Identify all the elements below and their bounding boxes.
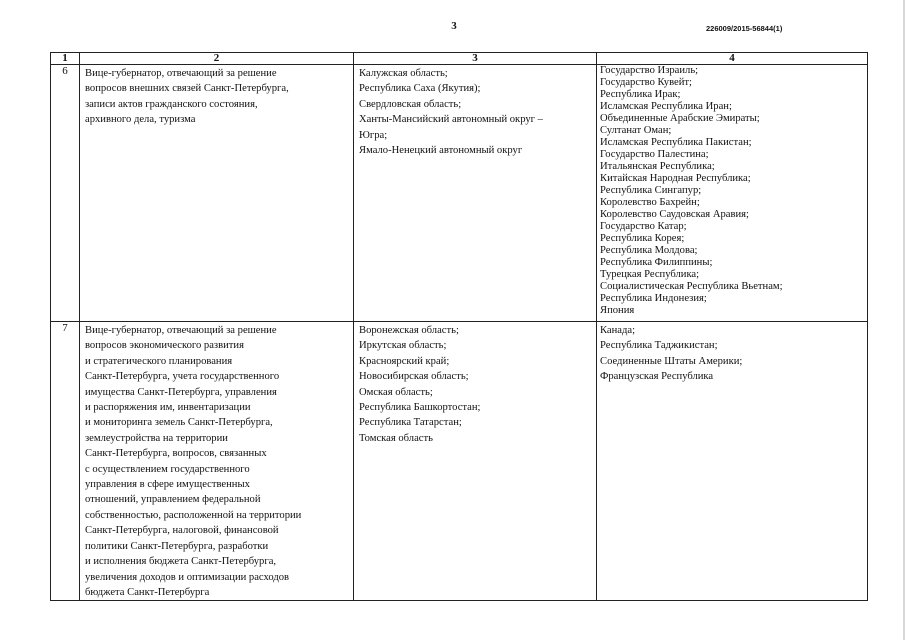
country-line: Китайская Народная Республика; <box>600 173 751 184</box>
official-line: и стратегического планирования <box>85 355 233 367</box>
official-line: бюджета Санкт-Петербурга <box>85 586 210 598</box>
countries-cell <box>597 322 868 601</box>
official-line: и мониторинга земель Санкт-Петербурга, <box>85 417 273 429</box>
region-line: Иркутская область; <box>359 340 447 352</box>
region-line: Республика Татарстан; <box>359 417 462 429</box>
country-line: Итальянская Республика; <box>600 161 715 172</box>
official-line: землеустройства на территории <box>85 432 228 444</box>
official-line: Вице-губернатор, отвечающий за решение <box>85 68 277 79</box>
region-line: Омская область; <box>359 386 433 398</box>
official-line: и исполнения бюджета Санкт-Петербурга, <box>85 556 277 568</box>
country-line: Япония <box>600 305 635 316</box>
country-line: Республика Молдова; <box>600 245 698 256</box>
regions-cell <box>354 322 597 601</box>
official-line: вопросов внешних связей Санкт-Петербурга, <box>85 83 289 95</box>
country-line: Французская Республика <box>600 371 714 383</box>
official-line: увеличения доходов и оптимизации расходов <box>85 571 290 583</box>
official-line: архивного дела, туризма <box>85 114 196 126</box>
official-cell <box>80 322 354 601</box>
official-line: управления в сфере имущественных <box>85 479 250 491</box>
region-line: Воронежская область; <box>359 325 459 336</box>
region-line: Свердловская область; <box>359 98 462 110</box>
row-number: 7 <box>51 322 80 601</box>
country-line: Исламская Республика Иран; <box>600 101 732 112</box>
column-header-2: 2 <box>80 53 354 65</box>
region-line: Ямало-Ненецкий автономный округ <box>359 145 523 157</box>
country-line: Турецкая Республика; <box>600 269 700 280</box>
table-row <box>51 322 868 601</box>
country-line: Султанат Оман; <box>600 125 672 136</box>
country-line: Социалистическая Республика Вьетнам; <box>600 281 783 292</box>
page-number: 3 <box>451 20 457 32</box>
region-line: Ханты-Мансийский автономный округ – <box>359 114 543 126</box>
country-line: Республика Корея; <box>600 233 685 244</box>
country-line: Государство Катар; <box>600 221 687 232</box>
region-line: Республика Башкортостан; <box>359 402 481 414</box>
official-line: Санкт-Петербурга, вопросов, связанных <box>85 448 267 460</box>
official-line: имущества Санкт-Петербурга, управления <box>85 386 277 398</box>
table-header-row <box>51 53 868 65</box>
country-line: Государство Палестина; <box>600 149 709 160</box>
row-number: 6 <box>51 65 80 322</box>
region-line: Республика Саха (Якутия); <box>359 83 481 95</box>
countries-cell <box>597 65 868 322</box>
country-line: Королевство Бахрейн; <box>600 197 700 208</box>
country-line: Исламская Республика Пакистан; <box>600 137 752 148</box>
assignment-table <box>50 52 868 601</box>
official-line: с осуществлением государственного <box>85 463 250 475</box>
country-line: Республика Ирак; <box>600 89 681 100</box>
country-line: Канада; <box>600 325 636 336</box>
column-header-4: 4 <box>597 53 868 65</box>
region-line: Новосибирская область; <box>359 371 469 383</box>
official-line: записи актов гражданского состояния, <box>85 98 258 110</box>
official-line: Санкт-Петербурга, налоговой, финансовой <box>85 525 279 537</box>
column-header-1: 1 <box>51 53 80 65</box>
official-line: политики Санкт-Петербурга, разработки <box>85 540 269 552</box>
country-line: Государство Израиль; <box>600 65 699 76</box>
official-line: Вице-губернатор, отвечающий за решение <box>85 325 277 336</box>
country-line: Республика Сингапур; <box>600 185 702 196</box>
region-line: Томская область <box>359 432 433 444</box>
country-line: Республика Филиппины; <box>600 257 713 268</box>
document-id: 226009/2015-56844(1) <box>706 24 783 33</box>
country-line: Республика Таджикистан; <box>600 340 718 352</box>
official-cell <box>80 65 354 322</box>
region-line: Красноярский край; <box>359 355 450 367</box>
country-line: Республика Индонезия; <box>600 293 707 304</box>
official-line: и распоряжения им, инвентаризации <box>85 402 251 414</box>
regions-cell <box>354 65 597 322</box>
region-line: Югра; <box>359 129 388 141</box>
country-line: Государство Кувейт; <box>600 77 692 88</box>
region-line: Калужская область; <box>359 68 448 79</box>
official-line: собственностью, расположенной на территории <box>85 509 302 521</box>
country-line: Соединенные Штаты Америки; <box>600 355 743 367</box>
country-line: Королевство Саудовская Аравия; <box>600 209 749 220</box>
official-line: отношений, управлением федеральной <box>85 494 261 506</box>
country-line: Объединенные Арабские Эмираты; <box>600 113 760 124</box>
column-header-3: 3 <box>354 53 597 65</box>
table-row <box>51 65 868 322</box>
official-line: вопросов экономического развития <box>85 340 244 352</box>
official-line: Санкт-Петербурга, учета государственного <box>85 371 280 383</box>
